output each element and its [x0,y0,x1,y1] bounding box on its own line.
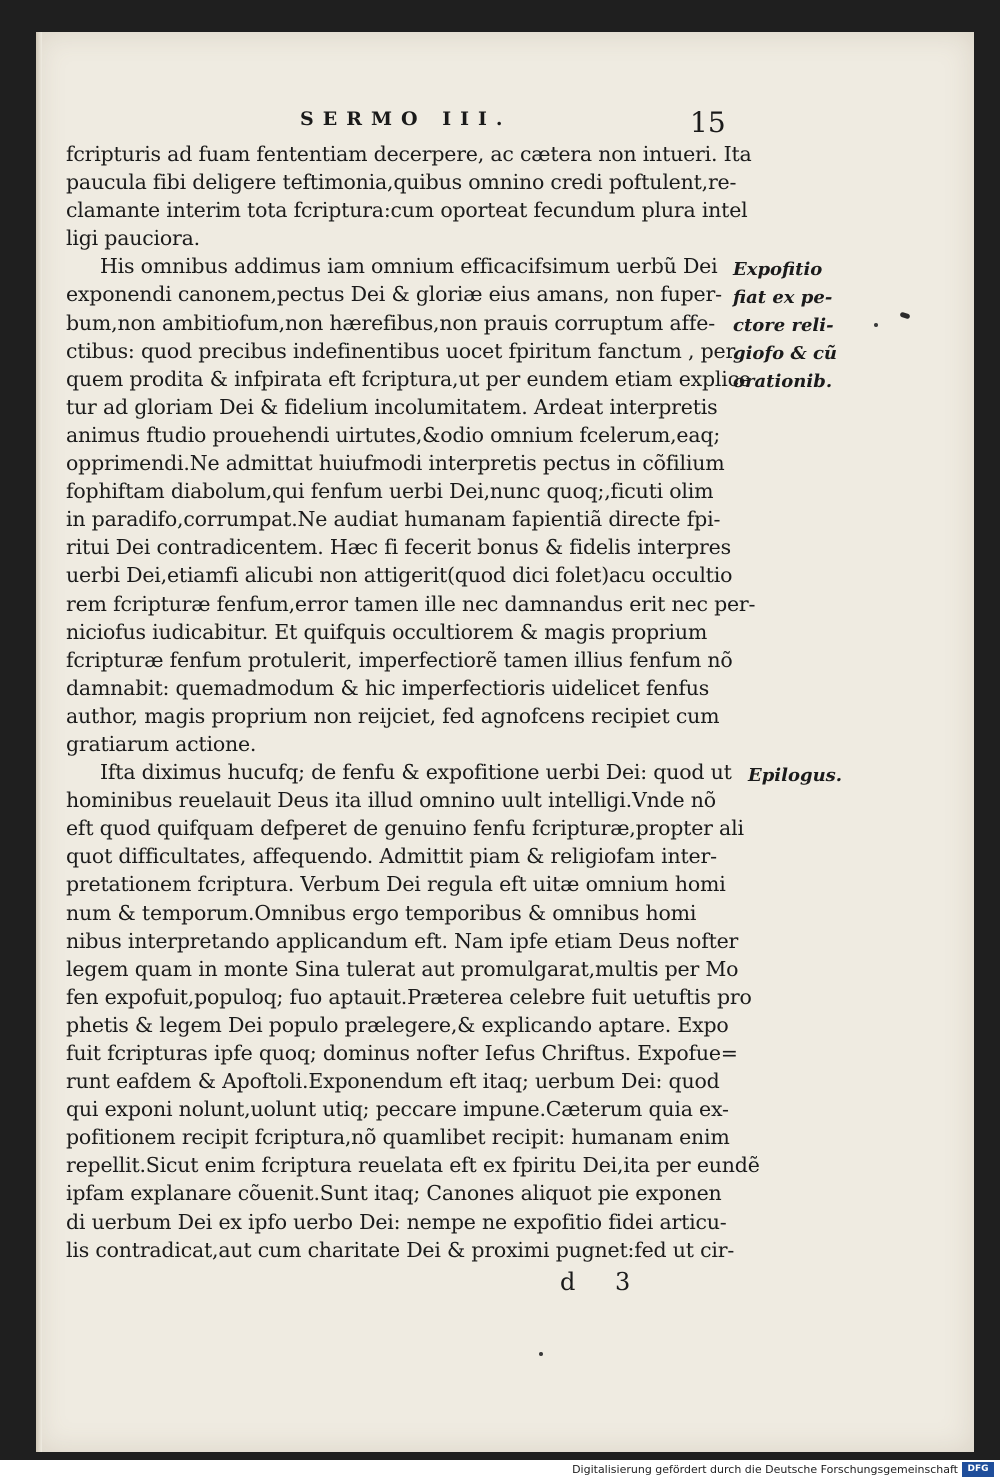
text-line: fcripturis ad fuam fententiam decerpere, ac cætera non intueri. Ita [66,142,752,166]
marginal-note-line: ctore reli- [733,315,834,336]
text-line: niciofus iudicabitur. Et quifquis occultiorem & magis proprium [66,619,708,644]
text-line: ritui Dei contradicentem. Hæc fi fecerit bonus & fidelis interpres [66,535,731,560]
text-line: legem quam in monte Sina tulerat aut promulgarat,multis per Mo [66,956,739,981]
body-text [66,140,760,1264]
signature-mark: d 3 [560,1268,647,1296]
text-line: exponendi canonem,pectus Dei & gloriæ eius amans, non fuper- [66,282,722,307]
text-line: quot difficultates, affequendo. Admittit piam & religiofam inter- [66,844,717,869]
text-line: qui exponi nolunt,uolunt utiq; peccare impune.Cæterum quia ex- [66,1097,729,1122]
marginal-note-line: fiat ex pe- [733,287,833,308]
text-line: paucula fibi deligere teftimonia,quibus omnino credi poftulent,re- [66,170,737,195]
page-gutter-shadow [36,32,42,1452]
text-line: ligi pauciora. [66,226,200,251]
text-line: num & temporum.Omnibus ergo temporibus & omnibus homi [66,900,697,925]
text-line: clamante interim tota fcriptura:cum oporteat fecundum plura intel [66,198,748,223]
marginal-note-line: giofo & cũ [733,343,838,364]
text-line: hominibus reuelauit Deus ita illud omnino uult intelligi.Vnde nõ [66,788,716,813]
text-line: fuit fcripturas ipfe quoq; dominus nofter Iefus Chriftus. Expofue= [66,1041,738,1065]
text-line: ipfam explanare cõuenit.Sunt itaq; Canones aliquot pie exponen [66,1181,722,1206]
marginal-note-epilogus: Epilogus. [748,765,843,786]
text-line: pretationem fcriptura. Verbum Dei regula eft uitæ omnium homi [66,872,726,897]
text-line: opprimendi.Ne admittat huiufmodi interpretis pectus in cõfilium [66,451,725,476]
text-line: phetis & legem Dei populo prælegere,& explicando aptare. Expo [66,1012,729,1037]
text-line: runt eafdem & Apoftoli.Exponendum eft itaq; uerbum Dei: quod [66,1069,720,1094]
text-line: lis contradicat,aut cum charitate Dei & proximi pugnet:fed ut cir- [66,1237,735,1262]
ink-blot [539,1352,543,1356]
text-line: repellit.Sicut enim fcriptura reuelata eft ex fpiritu Dei,ita per eundẽ [66,1153,760,1178]
text-line: ctibus: quod precibus indefinentibus uocet fpiritum fanctum , per [66,338,736,363]
text-line: damnabit: quemadmodum & hic imperfectioris uidelicet fenfus [66,675,710,700]
text-line: uerbi Dei,etiamfi alicubi non attigerit(quod dici folet)acu occultio [66,563,733,588]
text-line: di uerbum Dei ex ipfo uerbo Dei: nempe ne expofitio fidei articu- [66,1209,727,1234]
text-line: fcripturæ fenfum protulerit, imperfectiorẽ tamen illius fenfum nõ [66,647,733,672]
marginal-note-line: orationib. [733,371,833,392]
text-line: author, magis proprium non reijciet, fed agnofcens recipiet cum [66,703,720,728]
text-line: fophiftam diabolum,qui fenfum uerbi Dei,nunc quoq;,ficuti olim [66,479,714,504]
text-line: quem prodita & infpirata eft fcriptura,ut per eundem etiam explice [66,366,751,391]
funding-credit: Digitalisierung gefördert durch die Deutsche Forschungsgemeinschaft [572,1463,958,1476]
text-line: nibus interpretando applicandum eft. Nam ipfe etiam Deus nofter [66,928,739,953]
text-line: His omnibus addimus iam omnium efficacifsimum uerbũ Dei [100,254,718,279]
text-line: eft quod quifquam defperet de genuino fenfu fcripturæ,propter ali [66,816,744,841]
dfg-logo: DFG [962,1462,994,1477]
text-line: gratiarum actione. [66,731,257,756]
text-line: fen expofuit,populoq; fuo aptauit.Præterea celebre fuit uetuftis pro [66,984,752,1009]
ink-blot [874,323,878,327]
text-line: animus ftudio prouehendi uirtutes,&odio omnium fcelerum,eaq; [66,422,721,447]
marginal-note-line: Expofitio [733,259,823,280]
text-line: Ifta diximus hucufq; de fenfu & expofitione uerbi Dei: quod ut [100,760,732,785]
text-line: pofitionem recipit fcriptura,nõ quamlibet recipit: humanam enim [66,1125,730,1150]
page-number: 15 [690,106,726,139]
text-line: in paradifo,corrumpat.Ne audiat humanam fapientiã directe fpi- [66,507,721,532]
running-head: SERMO III. [300,108,512,130]
text-line: tur ad gloriam Dei & fidelium incolumitatem. Ardeat interpretis [66,394,718,419]
text-line: rem fcripturæ fenfum,error tamen ille nec damnandus erit nec per- [66,591,756,616]
text-line: bum,non ambitiofum,non hærefibus,non prauis corruptum affe- [66,310,715,335]
